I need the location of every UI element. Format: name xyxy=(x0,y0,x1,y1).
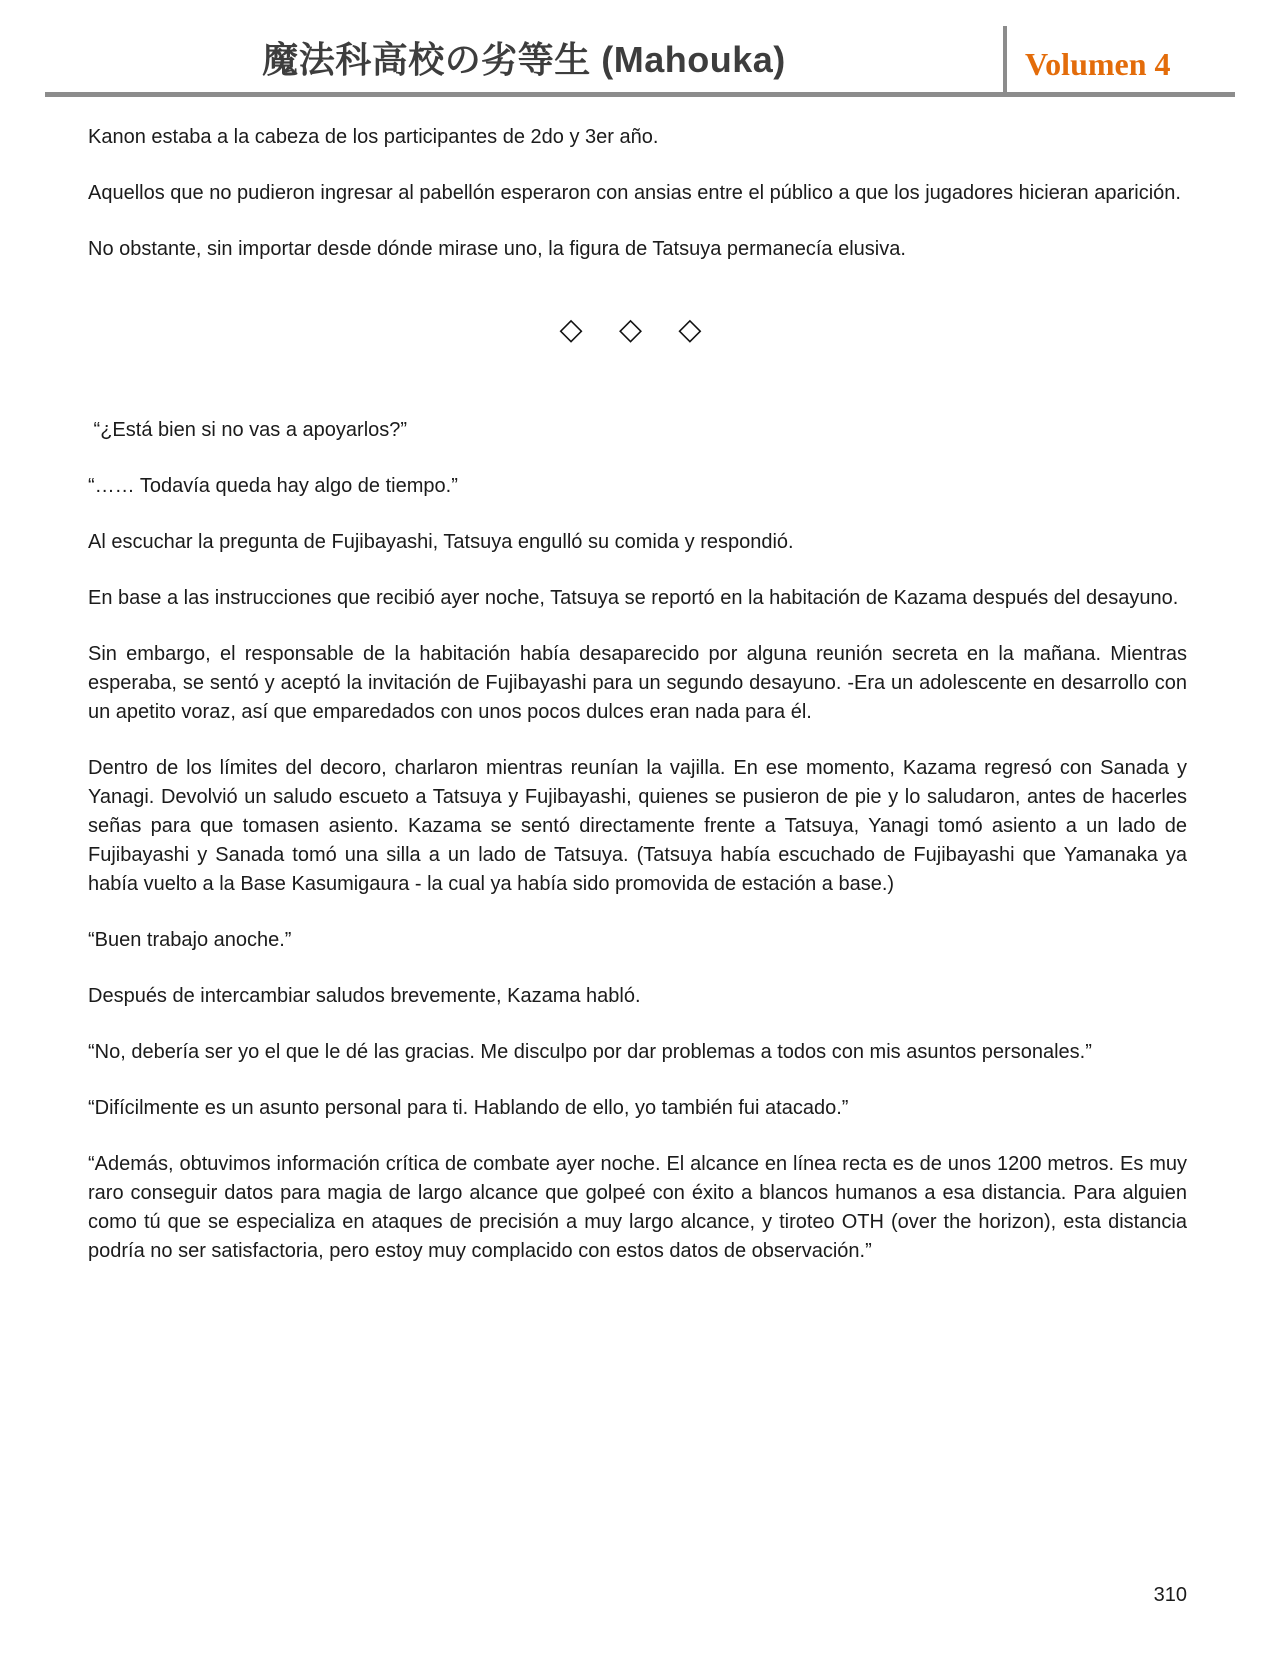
paragraph-12: “No, debería ser yo el que le dé las gracias. Me disculpo por dar problemas a todos con mis asuntos personales.” xyxy=(88,1041,1092,1063)
volume-label: Volumen 4 xyxy=(1025,46,1171,82)
paragraph-6: Al escuchar la pregunta de Fujibayashi, Tatsuya engulló su comida y respondió. xyxy=(88,531,794,553)
page-header xyxy=(0,26,1275,97)
section-separator-diamonds: ◇ ◇ ◇ xyxy=(559,313,716,346)
paragraph-3: No obstante, sin importar desde dónde mirase uno, la figura de Tatsuya permanecía elusiva. xyxy=(88,238,906,260)
book-title: 魔法科高校の劣等生 (Mahouka) xyxy=(262,39,786,80)
paragraph-9: Dentro de los límites del decoro, charlaron mientras reunían la vajilla. En ese momento, Kazama regresó con Sanada y Yanagi. Devolvió un saludo escueto a Tatsuya y Fujibayashi, quienes se pusieron de pie y lo saludaron, antes de hacerles señas para que tomasen asiento. Kazama se sentó directamente frente a Tatsuya, Yanagi tomó asiento a un lado de Fujibayashi y Sanada tomó una silla a un lado de Tatsuya. (Tatsuya había escuchado de Fujibayashi que Yamanaka ya había vuelto a la Base Kasumigaura - la cual ya había sido promovida de estación a base.) xyxy=(88,757,1187,895)
book-title-area xyxy=(45,32,1003,83)
document-page xyxy=(0,26,1275,1676)
paragraph-7: En base a las instrucciones que recibió ayer noche, Tatsuya se reportó en la habitación de Kazama después del desayuno. xyxy=(88,587,1179,609)
paragraph-14: “Además, obtuvimos información crítica de combate ayer noche. El alcance en línea recta es de unos 1200 metros. Es muy raro conseguir datos para magia de largo alcance que golpeé con éxito a blancos humanos a esa distancia. Para alguien como tú que se especializa en ataques de precisión a muy largo alcance, y tiroteo OTH (over the horizon), esta distancia podría no ser satisfactoria, pero estoy muy complacido con estos datos de observación.” xyxy=(88,1153,1187,1262)
page-body xyxy=(0,97,1275,1266)
paragraph-5: “…… Todavía queda hay algo de tiempo.” xyxy=(88,475,458,497)
paragraph-4: “¿Está bien si no vas a apoyarlos?” xyxy=(88,419,408,441)
header-row xyxy=(45,26,1235,92)
volume-label-area xyxy=(1007,46,1235,83)
paragraph-13: “Difícilmente es un asunto personal para ti. Hablando de ello, yo también fui atacado.” xyxy=(88,1097,849,1119)
paragraph-10: “Buen trabajo anoche.” xyxy=(88,929,292,951)
paragraph-11: Después de intercambiar saludos brevemente, Kazama habló. xyxy=(88,985,641,1007)
paragraph-2: Aquellos que no pudieron ingresar al pabellón esperaron con ansias entre el público a que los jugadores hicieran aparición. xyxy=(88,182,1181,204)
paragraph-1: Kanon estaba a la cabeza de los participantes de 2do y 3er año. xyxy=(88,126,659,148)
page-number: 310 xyxy=(1153,1584,1187,1606)
paragraph-8: Sin embargo, el responsable de la habitación había desaparecido por alguna reunión secreta en la mañana. Mientras esperaba, se sentó y aceptó la invitación de Fujibayashi para un segundo desayuno. -Era un adolescente en desarrollo con un apetito voraz, así que emparedados con unos pocos dulces eran nada para él. xyxy=(88,643,1187,723)
